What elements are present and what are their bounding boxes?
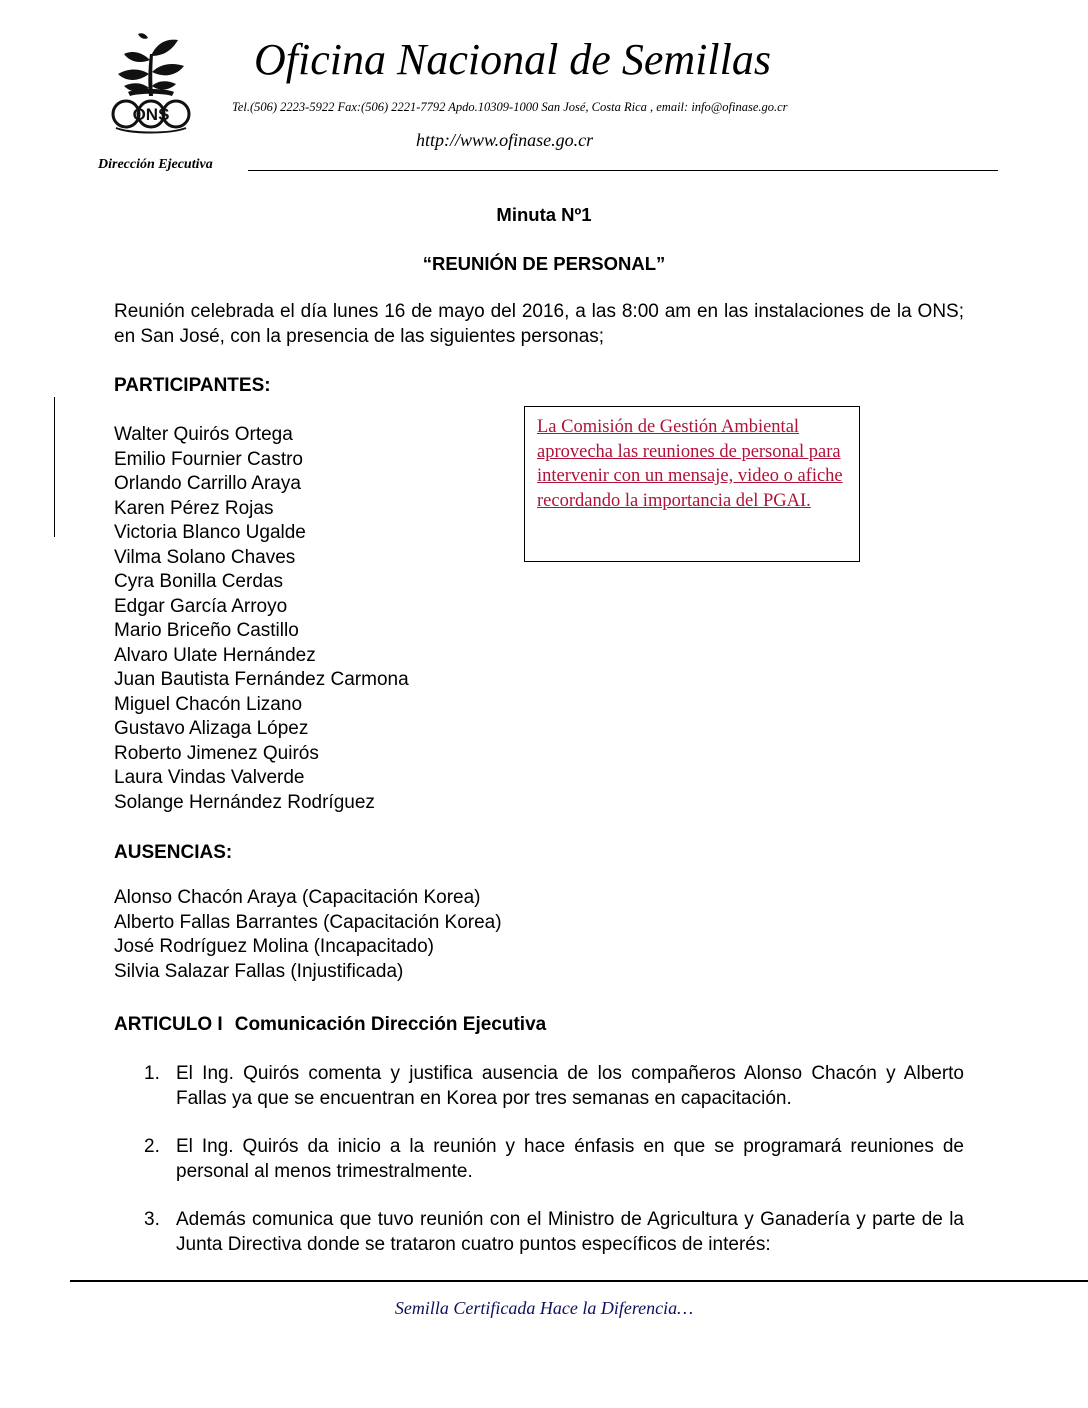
absences-heading: AUSENCIAS: <box>114 842 233 863</box>
participant-item: Mario Briceño Castillo <box>114 620 299 641</box>
absence-item: Silvia Salazar Fallas (Injustificada) <box>114 960 404 982</box>
organization-name: Oficina Nacional de Semillas <box>254 35 771 84</box>
item-number: 1. <box>144 1063 160 1084</box>
article-label: ARTICULO I <box>114 1014 223 1035</box>
participant-item: Walter Quirós Ortega <box>114 424 293 445</box>
item-number: 2. <box>144 1136 160 1157</box>
contact-line: Tel.(506) 2223-5922 Fax:(506) 2221-7792 Apdo.10309-1000 San José, Costa Rica , email: info@ofinase.go.cr <box>232 100 788 114</box>
intro-paragraph: Reunión celebrada el día lunes 16 de mayo del 2016, a las 8:00 am en las instalaciones de la ONS; en San José, con la presencia de las siguientes personas; <box>114 301 964 347</box>
article-heading <box>114 1014 546 1036</box>
participant-item: Roberto Jimenez Quirós <box>114 742 319 764</box>
article-title: Comunicación Dirección Ejecutiva <box>234 1014 547 1035</box>
ons-logo <box>108 30 194 134</box>
participant-item: Solange Hernández Rodríguez <box>114 791 375 813</box>
change-bar <box>54 397 55 537</box>
participant-item: Cyra Bonilla Cerdas <box>114 571 283 592</box>
article-item <box>144 1208 964 1257</box>
document-title: Minuta Nº1 <box>496 204 592 225</box>
participant-item: Orlando Carrillo Araya <box>114 473 301 494</box>
participant-item: Juan Bautista Fernández Carmona <box>114 669 409 690</box>
document-subtitle: “REUNIÓN DE PERSONAL” <box>422 253 666 274</box>
absence-item: Alonso Chacón Araya (Capacitación Korea) <box>114 887 481 908</box>
header-divider <box>248 170 998 171</box>
absence-item: José Rodríguez Molina (Incapacitado) <box>114 936 435 957</box>
participant-item: Laura Vindas Valverde <box>114 767 305 788</box>
participant-item: Edgar García Arroyo <box>114 595 288 617</box>
absence-item: Alberto Fallas Barrantes (Capacitación Korea) <box>114 911 502 933</box>
department-label: Dirección Ejecutiva <box>98 157 213 172</box>
participant-item: Gustavo Alizaga López <box>114 718 309 739</box>
website-link[interactable]: http://www.ofinase.go.cr <box>416 130 594 150</box>
participant-item: Vilma Solano Chaves <box>114 546 296 568</box>
seedling-logo-icon <box>108 30 194 134</box>
item-text: El Ing. Quirós comenta y justifica ausencia de los compañeros Alonso Chacón y Alberto Fallas ya que se encuentran en Korea por tres semanas en capacitación. <box>176 1063 964 1109</box>
item-number: 3. <box>144 1209 160 1230</box>
participant-item: Karen Pérez Rojas <box>114 497 274 519</box>
article-item <box>144 1135 964 1184</box>
item-text: Además comunica que tuvo reunión con el Ministro de Agricultura y Ganadería y parte de la Junta Directiva donde se trataron cuatro puntos específicos de interés: <box>176 1209 964 1255</box>
article-item <box>144 1062 964 1111</box>
footer-divider <box>70 1280 1088 1282</box>
comment-text: La Comisión de Gestión Ambiental aprovecha las reuniones de personal para intervenir con un mensaje, video o afiche recordando la importancia del PGAI. <box>537 417 843 511</box>
participant-item: Miguel Chacón Lizano <box>114 693 303 715</box>
comment-box[interactable] <box>524 406 860 562</box>
participant-item: Alvaro Ulate Hernández <box>114 644 316 666</box>
item-text: El Ing. Quirós da inicio a la reunión y hace énfasis en que se programará reuniones de personal al menos trimestralmente. <box>176 1136 964 1182</box>
participant-item: Victoria Blanco Ugalde <box>114 522 306 543</box>
participants-list <box>114 423 409 815</box>
participant-item: Emilio Fournier Castro <box>114 448 303 470</box>
participants-heading: PARTICIPANTES: <box>114 375 271 396</box>
svg-text:ONS: ONS <box>132 105 170 124</box>
footer-slogan: Semilla Certificada Hace la Diferencia… <box>394 1298 694 1318</box>
absences-list <box>114 886 502 984</box>
